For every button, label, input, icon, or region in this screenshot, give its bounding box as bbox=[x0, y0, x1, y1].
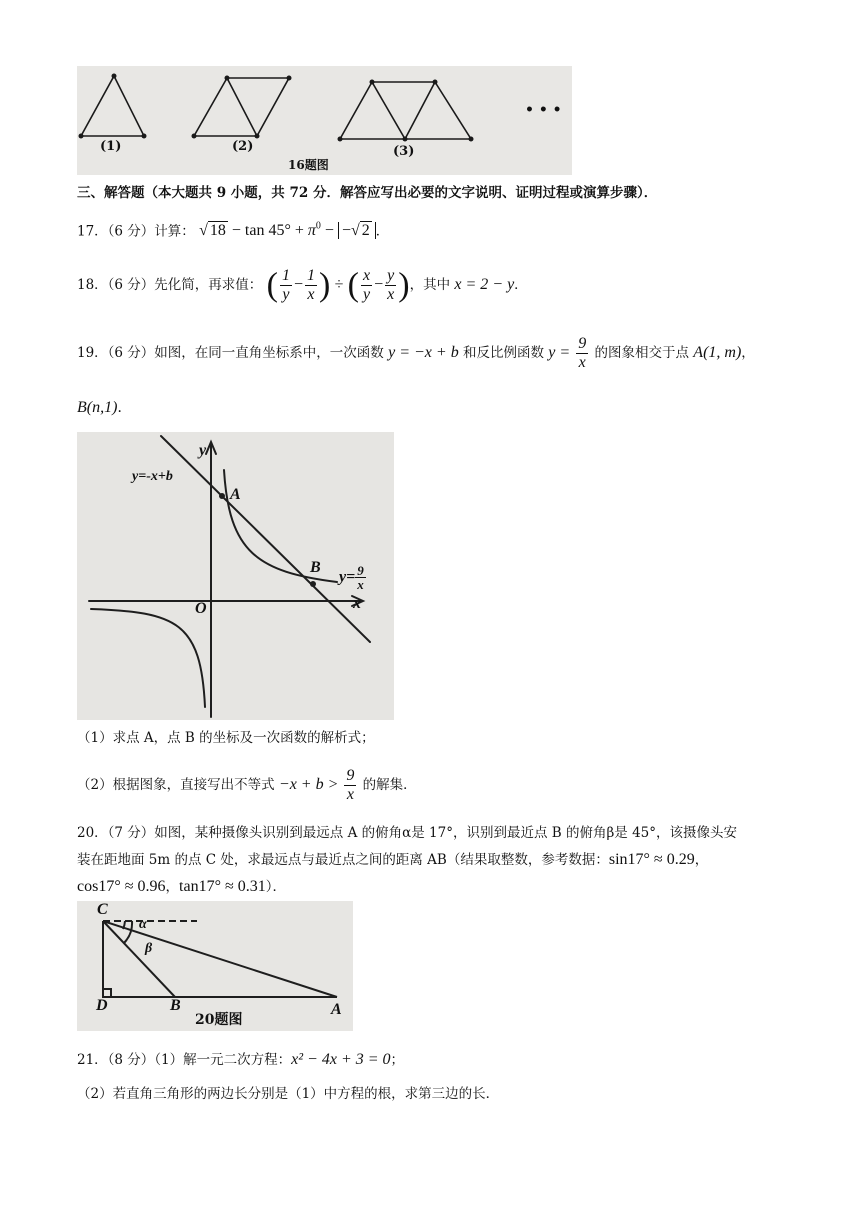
fig16-caption: 16题图 bbox=[288, 158, 329, 172]
fig20-label-c: C bbox=[97, 901, 108, 918]
q18-frac-x-over-y: $\frac{x}{y}$ bbox=[363, 267, 371, 303]
q18-frac-1-over-y: $\frac{1}{y}$ bbox=[281, 267, 290, 303]
q19-curve-label: y= $\frac{9}{x}$ bbox=[339, 563, 364, 592]
q18-prefix: 18．（6 分）先化简，再求值： bbox=[77, 277, 263, 293]
q18-condition: x = 2 − y bbox=[454, 276, 515, 293]
fig16-label-3: (3) bbox=[393, 144, 415, 159]
q19-y-axis-label: y bbox=[199, 442, 207, 459]
question-20-line-2: 装在距地面 5m 的点 C 处，求最远点与最近点之间的距离 AB（结果取整数，参考数据：sin17° ≈ 0.29， bbox=[77, 851, 709, 868]
q19-sub2-fraction: $\frac{9}{x}$ bbox=[346, 767, 355, 803]
question-21-line-2: （2）若直角三角形的两边长分别是（1）中方程的根，求第三边的长． bbox=[77, 1086, 500, 1102]
question-18: 18．（6 分）先化简，再求值： ( $\frac{1}{y}$ − $\frac{1}{x}$ ) ÷ ( $\frac{x}{y}$ − $\frac{y}{x}$ )，其中 x = 2 − y． bbox=[77, 266, 528, 304]
fig16-label-2: (2) bbox=[232, 139, 254, 154]
question-21-line-1: 21．（8 分）（1）解一元二次方程：x² − 4x + 3 = 0； bbox=[77, 1051, 405, 1068]
q19-point-b: B(n,1) bbox=[77, 399, 118, 416]
fig16-label-1: (1) bbox=[100, 139, 122, 154]
fig20-label-alpha: α bbox=[139, 917, 147, 932]
q18-frac-y-over-x: $\frac{y}{x}$ bbox=[387, 267, 395, 303]
q17-expression: √ $18 - \tan 45^\circ + \pi^0$ − −√ 2 bbox=[199, 222, 376, 239]
fig20-label-b: B bbox=[170, 997, 181, 1014]
q19-point-a: A(1, m) bbox=[693, 344, 742, 361]
fig16-ellipsis: • • • bbox=[525, 102, 562, 118]
question-19-sub-2: （2）根据图象，直接写出不等式 −x + b > $\frac{9}{x}$ 的解集． bbox=[77, 767, 417, 803]
q18-frac-1-over-x: $\frac{1}{x}$ bbox=[306, 267, 315, 303]
figure-16-photo bbox=[77, 66, 572, 175]
question-20-line-1: 20．（7 分）如图，某种摄像头识别到最远点 A 的俯角α是 17°，识别到最近点 B 的俯角β是 45°，该摄像头安 bbox=[77, 825, 738, 841]
question-20-line-3: cos17° ≈ 0.96，tan17° ≈ 0.31）． bbox=[77, 878, 286, 895]
q19-x-axis-label: x bbox=[353, 595, 361, 612]
fig20-label-beta: β bbox=[145, 941, 153, 956]
q17-prefix: 17．（6 分）计算： bbox=[77, 223, 195, 240]
fig20-label-d: D bbox=[96, 997, 108, 1014]
question-19-sub-1: （1）求点 A，点 B 的坐标及一次函数的解析式； bbox=[77, 730, 375, 746]
question-19-line-1: 19．（6 分）如图，在同一直角坐标系中，一次函数 y = −x + b 和反比例函数 y = $\frac{9}{x}$ 的图象相交于点 A(1, m)， bbox=[77, 335, 755, 371]
question-19-line-2: B(n,1)． bbox=[77, 399, 132, 416]
question-17: 17．（6 分）计算： √ $18 - \tan 45^\circ + \pi^0$ − −√ 2 ． bbox=[77, 221, 390, 240]
q19-graph-photo bbox=[77, 432, 394, 720]
fig20-label-a: A bbox=[331, 1001, 342, 1018]
q19-linear-function: y = −x + b bbox=[388, 344, 459, 361]
section-3-title: 三、解答题（本大题共 9 小题，共 72 分．解答应写出必要的文字说明、证明过程或演算步骤）． bbox=[77, 185, 658, 201]
figure-20-photo bbox=[77, 901, 353, 1031]
q19-point-b-label: B bbox=[310, 559, 321, 576]
q19-line-label: y=-x+b bbox=[132, 469, 173, 484]
q17-abs-value: −√ 2 bbox=[338, 222, 376, 239]
q19-point-a-label: A bbox=[230, 486, 241, 503]
q19-inverse-fraction: $\frac{9}{x}$ bbox=[578, 335, 587, 371]
point-a-dot bbox=[219, 493, 225, 499]
q21-equation: x² − 4x + 3 = 0 bbox=[291, 1051, 391, 1068]
fig20-caption: 20题图 bbox=[195, 1012, 243, 1028]
point-b-dot bbox=[310, 581, 316, 587]
q19-origin-label: O bbox=[195, 600, 207, 617]
